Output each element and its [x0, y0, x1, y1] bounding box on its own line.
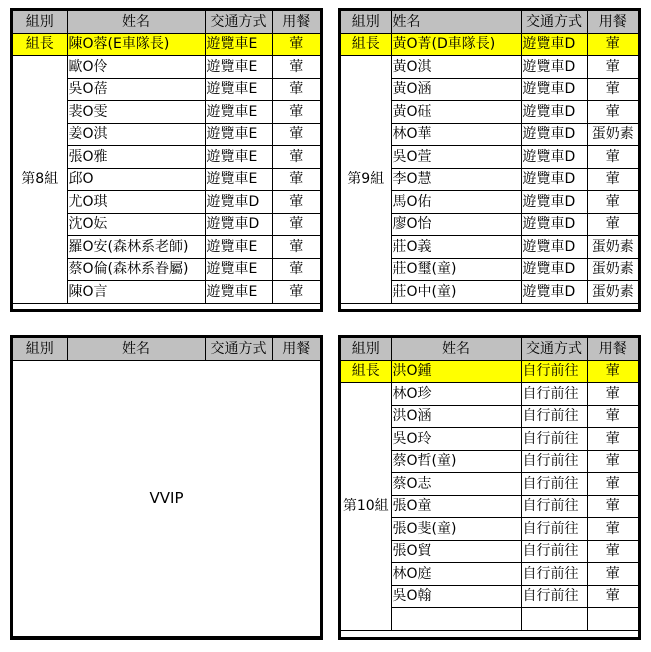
member-meal-cell: 葷 — [587, 540, 638, 563]
member-name-cell: 蔡O哲(童) — [391, 450, 521, 473]
header-meal: 用餐 — [272, 11, 320, 33]
member-meal-cell: 葷 — [272, 168, 320, 191]
member-meal-cell: 蛋奶素 — [587, 281, 638, 304]
member-meal-cell: 葷 — [587, 405, 638, 428]
leader-row — [341, 33, 638, 56]
member-transport-cell — [521, 608, 587, 631]
member-meal-cell: 葷 — [587, 428, 638, 451]
member-meal-cell: 葷 — [272, 236, 320, 259]
header-transport: 交通方式 — [521, 11, 587, 33]
member-transport-cell: 遊覽車E — [205, 236, 272, 259]
header-group: 組別 — [341, 338, 391, 360]
member-name-cell: 林O華 — [391, 123, 521, 146]
member-transport-cell: 自行前往 — [521, 405, 587, 428]
group-label-cell: 第10組 — [341, 383, 391, 631]
member-meal-cell: 葷 — [587, 495, 638, 518]
header-meal: 用餐 — [272, 338, 320, 360]
leader-transport-cell: 自行前往 — [521, 360, 587, 383]
leader-transport-cell: 遊覽車E — [205, 33, 272, 56]
member-transport-cell: 遊覽車D — [521, 56, 587, 79]
header-group: 組別 — [341, 11, 391, 33]
member-meal-cell: 蛋奶素 — [587, 236, 638, 259]
leader-meal-cell: 葷 — [587, 33, 638, 56]
member-row — [341, 56, 638, 79]
header-name: 姓名 — [67, 338, 205, 360]
vvip-row — [13, 360, 320, 637]
group-8-panel — [10, 8, 323, 312]
member-transport-cell: 遊覽車D — [521, 236, 587, 259]
member-transport-cell: 自行前往 — [521, 383, 587, 406]
member-transport-cell: 自行前往 — [521, 518, 587, 541]
header-group: 組別 — [13, 11, 67, 33]
member-name-cell: 邱O — [67, 168, 205, 191]
leader-row — [341, 360, 638, 383]
header-transport: 交通方式 — [205, 338, 272, 360]
member-meal-cell: 葷 — [587, 383, 638, 406]
member-meal-cell: 葷 — [587, 101, 638, 124]
member-meal-cell: 葷 — [587, 56, 638, 79]
member-meal-cell: 蛋奶素 — [587, 123, 638, 146]
member-transport-cell: 遊覽車E — [205, 281, 272, 304]
member-meal-cell: 葷 — [587, 191, 638, 214]
member-name-cell: 洪O涵 — [391, 405, 521, 428]
member-meal-cell: 葷 — [587, 78, 638, 101]
member-transport-cell: 自行前往 — [521, 540, 587, 563]
member-transport-cell: 自行前往 — [521, 450, 587, 473]
member-name-cell: 蔡O倫(森林系眷屬) — [67, 258, 205, 281]
member-name-cell: 沈O妘 — [67, 213, 205, 236]
member-name-cell: 張O童 — [391, 495, 521, 518]
member-transport-cell: 自行前往 — [521, 473, 587, 496]
leader-group-cell: 組長 — [13, 33, 67, 56]
member-transport-cell: 遊覽車E — [205, 146, 272, 169]
vvip-table — [13, 338, 320, 637]
member-row — [341, 383, 638, 406]
leader-name-cell: 黃O菁(D車隊長) — [391, 33, 521, 56]
member-transport-cell: 自行前往 — [521, 585, 587, 608]
header-row — [341, 338, 638, 360]
member-transport-cell: 遊覽車D — [521, 78, 587, 101]
member-transport-cell: 自行前往 — [521, 563, 587, 586]
member-name-cell: 吳O蓓 — [67, 78, 205, 101]
member-name-cell: 廖O怡 — [391, 213, 521, 236]
header-row — [13, 11, 320, 33]
member-meal-cell: 葷 — [272, 258, 320, 281]
member-transport-cell: 遊覽車E — [205, 168, 272, 191]
member-transport-cell: 自行前往 — [521, 495, 587, 518]
member-name-cell: 裴O雯 — [67, 101, 205, 124]
member-meal-cell: 葷 — [587, 213, 638, 236]
member-name-cell: 歐O伶 — [67, 56, 205, 79]
member-meal-cell: 葷 — [587, 146, 638, 169]
leader-row — [13, 33, 320, 56]
member-transport-cell: 遊覽車E — [205, 123, 272, 146]
member-meal-cell: 蛋奶素 — [587, 258, 638, 281]
member-name-cell: 馬O佑 — [391, 191, 521, 214]
member-name-cell: 黃O涵 — [391, 78, 521, 101]
header-row — [341, 11, 638, 33]
member-name-cell: 姜O淇 — [67, 123, 205, 146]
member-row — [13, 56, 320, 79]
member-transport-cell: 遊覽車D — [521, 281, 587, 304]
header-name: 姓名 — [391, 338, 521, 360]
leader-name-cell: 洪O鍾 — [391, 360, 521, 383]
member-name-cell: 張O斐(童) — [391, 518, 521, 541]
member-transport-cell: 遊覽車E — [205, 101, 272, 124]
header-name: 姓名 — [391, 11, 521, 33]
member-meal-cell: 葷 — [272, 213, 320, 236]
vvip-panel — [10, 335, 323, 640]
group-9-panel — [338, 8, 641, 312]
member-transport-cell: 自行前往 — [521, 428, 587, 451]
leader-group-cell: 組長 — [341, 360, 391, 383]
group-10-panel — [338, 335, 641, 640]
member-name-cell: 吳O翰 — [391, 585, 521, 608]
member-transport-cell: 遊覽車D — [521, 258, 587, 281]
member-transport-cell: 遊覽車D — [521, 191, 587, 214]
member-name-cell: 莊O義 — [391, 236, 521, 259]
member-name-cell: 吳O萱 — [391, 146, 521, 169]
leader-meal-cell: 葷 — [272, 33, 320, 56]
header-meal: 用餐 — [587, 11, 638, 33]
member-meal-cell: 葷 — [587, 450, 638, 473]
member-transport-cell: 遊覽車D — [521, 101, 587, 124]
member-transport-cell: 遊覽車D — [521, 213, 587, 236]
member-meal-cell: 葷 — [587, 518, 638, 541]
member-name-cell: 蔡O志 — [391, 473, 521, 496]
group-8-table — [13, 11, 320, 304]
member-meal-cell: 葷 — [587, 563, 638, 586]
leader-name-cell: 陳O蓉(E車隊長) — [67, 33, 205, 56]
leader-transport-cell: 遊覽車D — [521, 33, 587, 56]
member-name-cell: 黃O淇 — [391, 56, 521, 79]
member-meal-cell: 葷 — [272, 101, 320, 124]
header-name: 姓名 — [67, 11, 205, 33]
member-name-cell: 尤O琪 — [67, 191, 205, 214]
group-9-table — [341, 11, 638, 304]
member-name-cell: 黃O砡 — [391, 101, 521, 124]
member-transport-cell: 遊覽車E — [205, 78, 272, 101]
header-transport: 交通方式 — [205, 11, 272, 33]
leader-meal-cell: 葷 — [587, 360, 638, 383]
member-meal-cell — [587, 608, 638, 631]
member-name-cell: 陳O言 — [67, 281, 205, 304]
member-name-cell: 莊O璽(童) — [391, 258, 521, 281]
member-transport-cell: 遊覽車D — [521, 168, 587, 191]
member-transport-cell: 遊覽車E — [205, 258, 272, 281]
member-transport-cell: 遊覽車D — [521, 146, 587, 169]
member-name-cell: 張O雅 — [67, 146, 205, 169]
member-meal-cell: 葷 — [272, 191, 320, 214]
vvip-label: VVIP — [13, 360, 320, 637]
member-transport-cell: 遊覽車D — [205, 213, 272, 236]
member-name-cell: 林O珍 — [391, 383, 521, 406]
member-meal-cell: 葷 — [272, 281, 320, 304]
group-label-cell: 第9組 — [341, 56, 391, 304]
member-name-cell — [391, 608, 521, 631]
member-transport-cell: 遊覽車D — [205, 191, 272, 214]
group-label-cell: 第8組 — [13, 56, 67, 304]
member-meal-cell: 葷 — [587, 473, 638, 496]
leader-group-cell: 組長 — [341, 33, 391, 56]
header-group: 組別 — [13, 338, 67, 360]
member-meal-cell: 葷 — [587, 585, 638, 608]
member-transport-cell: 遊覽車E — [205, 56, 272, 79]
header-meal: 用餐 — [587, 338, 638, 360]
member-meal-cell: 葷 — [272, 146, 320, 169]
member-name-cell: 羅O安(森林系老師) — [67, 236, 205, 259]
member-transport-cell: 遊覽車D — [521, 123, 587, 146]
member-name-cell: 張O貿 — [391, 540, 521, 563]
member-meal-cell: 葷 — [272, 123, 320, 146]
member-name-cell: 吳O玲 — [391, 428, 521, 451]
member-meal-cell: 葷 — [587, 168, 638, 191]
member-name-cell: 李O慧 — [391, 168, 521, 191]
member-name-cell: 林O庭 — [391, 563, 521, 586]
group-10-table — [341, 338, 638, 631]
member-meal-cell: 葷 — [272, 78, 320, 101]
header-transport: 交通方式 — [521, 338, 587, 360]
member-name-cell: 莊O中(童) — [391, 281, 521, 304]
header-row — [13, 338, 320, 360]
member-meal-cell: 葷 — [272, 56, 320, 79]
